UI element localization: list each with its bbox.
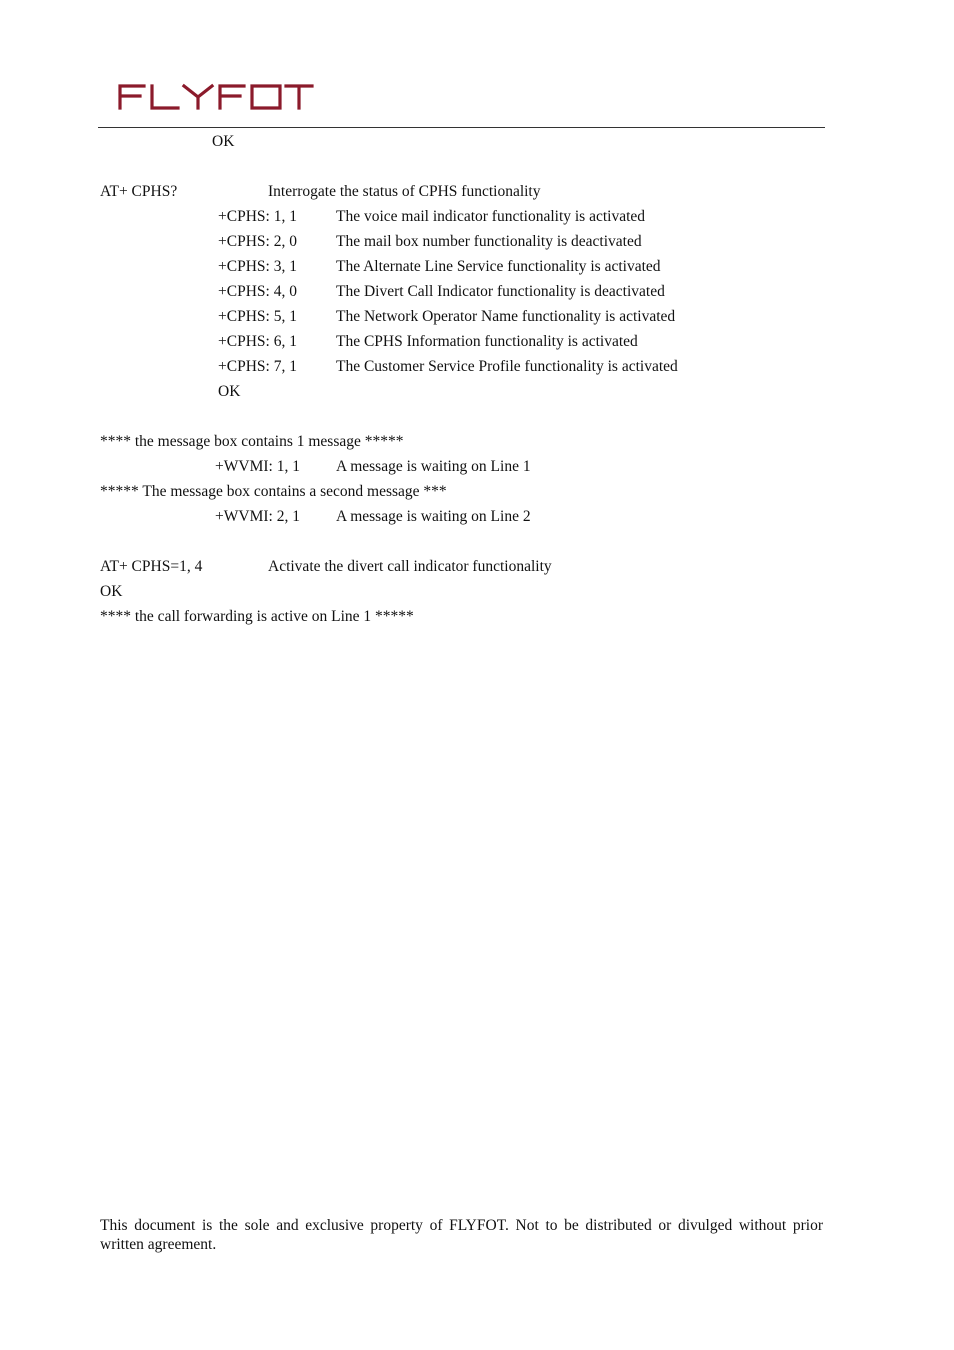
cphs-response-text: The Alternate Line Service functionality is activated [336, 258, 661, 275]
note-message-1: **** the message box contains 1 message ***** [100, 433, 404, 450]
wvmi-response-text: A message is waiting on Line 2 [336, 508, 531, 525]
cphs-response-code: +CPHS: 4, 0 [218, 283, 297, 300]
at-command-interrogate-description: Interrogate the status of CPHS functionality [268, 183, 541, 200]
at-command-activate: AT+ CPHS=1, 4 [100, 558, 203, 575]
wvmi-response-text: A message is waiting on Line 1 [336, 458, 531, 475]
cphs-response-text: The Customer Service Profile functionality is activated [336, 358, 678, 375]
wvmi-response-code: +WVMI: 2, 1 [215, 508, 300, 525]
cphs-response-text: The Divert Call Indicator functionality is deactivated [336, 283, 665, 300]
cphs-response-code: +CPHS: 3, 1 [218, 258, 297, 275]
cphs-response-code: +CPHS: 5, 1 [218, 308, 297, 325]
cphs-response-code: +CPHS: 2, 0 [218, 233, 297, 250]
ok-response-cphs: OK [218, 383, 241, 400]
cphs-response-text: The mail box number functionality is deactivated [336, 233, 642, 250]
footer-disclaimer: This document is the sole and exclusive property of FLYFOT. Not to be distributed or divulged without prior written agreement. [100, 1217, 823, 1253]
at-command-interrogate: AT+ CPHS? [100, 183, 178, 200]
note-message-2: ***** The message box contains a second message *** [100, 483, 447, 500]
cphs-response-text: The CPHS Information functionality is activated [336, 333, 638, 350]
cphs-response-text: The voice mail indicator functionality is activated [336, 208, 646, 225]
at-command-activate-description: Activate the divert call indicator functionality [268, 558, 552, 575]
header-divider [98, 127, 825, 128]
ok-response-activate: OK [100, 583, 123, 600]
cphs-response-code: +CPHS: 1, 1 [218, 208, 297, 225]
note-call-forwarding: **** the call forwarding is active on Line 1 ***** [100, 608, 414, 625]
wvmi-response-code: +WVMI: 1, 1 [215, 458, 300, 475]
flyfot-logo [118, 82, 314, 112]
ok-response-top: OK [212, 133, 235, 150]
cphs-response-code: +CPHS: 6, 1 [218, 333, 297, 350]
cphs-response-text: The Network Operator Name functionality is activated [336, 308, 676, 325]
cphs-response-code: +CPHS: 7, 1 [218, 358, 297, 375]
